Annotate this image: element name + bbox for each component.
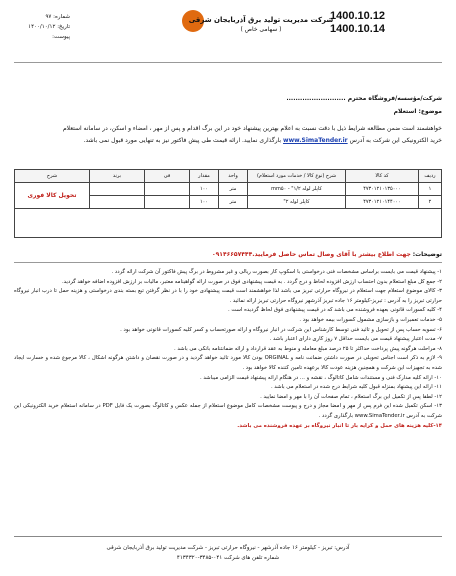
- list-item: ۸- مراحلت هرگونه پیش پرداخت حداکثر تا ۲۵ درصد مبلغ معامله و منوط به عقد قرارداد و ارائه ضمانتنامه بانکی می باشد .: [174, 345, 442, 352]
- footer: [14, 536, 442, 563]
- description-label: توضیحات:: [412, 251, 442, 258]
- table-header-row: [15, 170, 442, 183]
- col-row: ردیف: [419, 170, 442, 183]
- date-2: 1400.10.14: [330, 23, 386, 35]
- col-brand: برند: [90, 170, 145, 183]
- list-item: ۵- خدمات تعمیرات و بازسازی مشمول کسورات بیمه خواهد بود .: [299, 316, 442, 323]
- ref-number: شماره: ۹۷: [45, 14, 70, 20]
- row-unit: متر: [219, 183, 248, 196]
- col-price: فی: [145, 170, 190, 183]
- description-divider: [14, 262, 442, 263]
- list-item: ۱۲- لطفا پس از تکمیل این برگ استعلام ، تمام صفحات آن را با مهر و امضا نمایید .: [260, 393, 442, 400]
- table-empty-row: [15, 209, 442, 238]
- description: [14, 250, 442, 259]
- row-no: ۲: [419, 196, 442, 209]
- list-item: ۱۰- ارائه کلیه مدارک فنی و مستندات شامل کاتالوگ ، نقشه و ... در هنگام ارائه پیشنهاد قیمت الزامی میباشد .: [200, 374, 442, 381]
- list-item: ۳- کالای موضوع استعلام جهت استعلام در نیروگاه حرارتی تبریز می باشد لذا خواهشمند است قیمت پیشنهادی خود را با در نظر گرفتن تیع بسته بندی درخواستی و هزینه حمل تا درب انبار نیروگاه حرارتی تبریز را به آدرس : تبریز-کیلومتر ۱۶ جاده تبریز آذرشهر نیروگاه حرارتی تبریز ارائه نمائید .: [14, 288, 442, 304]
- date-1: 1400.10.12: [330, 10, 386, 22]
- addressee: شرکت/مؤسسه/فروشگاه محترم ..........................: [286, 95, 442, 102]
- row-price[interactable]: [145, 196, 190, 209]
- empty-area: [15, 209, 442, 238]
- intro-post: بارگذاری نمایید. ارائه قیمت طی پیش فاکتور نیز به تنهایی مورد قبول نمی باشد.: [83, 137, 282, 144]
- list-item: ۷- مدت اعتبار پیشنهاد قیمت می بایست حداقل ۷ روز کاری دارای اعتبار باشد .: [269, 336, 442, 343]
- company-name: شرکت مدیریت تولید برق آذربایجان شرقی: [188, 16, 334, 24]
- row-desc: کاپلر لوله ۱/۲" - mm۵۰: [248, 183, 346, 196]
- list-item: ۱- پیشنهاد قیمت می بایست براساس مشخصات فنی درخواستی با اسکوپ کار بصورت ریالی و غیر مشروط در برگ پیش فاکتور آن شرکت ارائه گردد .: [111, 269, 442, 275]
- description-text: جهت اطلاع بیشتر با آقای وصال تماس حاصل فرمایید.۰۹۱۴۶۶۵۷۴۴۴: [211, 251, 411, 258]
- list-item: ۱۴-کلیه هزینه های حمل و کرایه بار تا انبار نیروگاه بر عهده فروشنده می باشد.: [237, 422, 442, 429]
- reference-block: [10, 12, 70, 42]
- col-code: کد کالا: [346, 170, 419, 183]
- row-no: ۱: [419, 183, 442, 196]
- header-divider: [14, 62, 442, 63]
- simatender-link[interactable]: www.SimaTender.ir: [283, 137, 348, 144]
- intro-pre: خرید الکترونیکی این شرکت به آدرس: [349, 137, 442, 144]
- col-desc: شرح (نوع کالا / خدمات مورد استعلام): [248, 170, 346, 183]
- list-item: ۴- کلیه کسورات قانونی بعهده فروشنده می باشد که در قیمت پیشنهادی فوق لحاظ گردیده است .: [227, 307, 442, 314]
- list-item: ۱۱- ارائه این پیشنهاد بمنزله قبول کلیه شرایط درج شده در استعلام می باشد .: [270, 384, 442, 391]
- row-desc: کاپلر لوله ۲": [248, 196, 346, 209]
- row-code: ۴۷۳۰۱۲۱۰۱۴۴۰۰۰: [346, 196, 419, 209]
- table-row: [15, 183, 442, 196]
- items-table: [14, 169, 442, 238]
- footer-phones: شماره تلفن های شرکت ۰۴۱-۳۴۸۵-۴۱۳۴۳۲۰: [176, 555, 280, 561]
- inquiry-document: [6, 4, 450, 572]
- company-header: [186, 16, 336, 33]
- intro-line-2: [14, 136, 442, 145]
- col-qty: مقدار: [190, 170, 219, 183]
- row-note: تحویل کالا فوری: [15, 183, 90, 209]
- intro-line-1: خواهشمند است ضمن مطالعه شرایط ذیل با دقت نسبت به اعلام بهترین پیشنهاد خود در این برگ اقدام و پس از مهر ، امضاء و اسکن، در سامانه استعلام: [62, 125, 442, 132]
- row-brand[interactable]: [90, 196, 145, 209]
- list-item: ۱۳- اسکن تکمیل شده این فرم پس از مهر و امضا مجاز و درج و پیوست مشخصات کامل موضوع استعلام از جمله عکس و کاتالوگ بصورت یک فایل PDF در سامانه استعلام خرید الکترونیکی این شرکت به آدرس www.SimaTender.ir بارگذاری گردد .: [14, 403, 442, 419]
- conditions-list: [14, 268, 442, 431]
- row-qty: ۱۰۰: [190, 196, 219, 209]
- row-price[interactable]: [145, 183, 190, 196]
- subject: موضوع: استعلام: [393, 108, 442, 115]
- handwritten-dates: [330, 10, 385, 36]
- footer-address: آدرس: تبریز - کیلومتر ۱۶ جاده آذرشهر - نیروگاه حرارتی تبریز - شرکت مدیریت تولید برق آذربایجان شرقی: [106, 545, 350, 551]
- col-note: شرح: [15, 170, 90, 183]
- ref-date: تاریخ: ۱۴۰۰/۱۰/۱۲: [28, 24, 70, 30]
- list-item: ۹- لازم به ذکر است اجناس تحویلی در صورت داشتن ضمانت نامه و ORGINAL بودن کالا مورد تائید خواهد گردید و در صورت نقصان و داشتن هرگونه اشکال ، کالا مرجوع شده و خسارت ایجاد شده به تجهیزات این شرکت و همچنین هزینه عودت کالا برعهده تامین کننده کالا خواهد بود .: [14, 355, 442, 371]
- list-item: ۲- جمع کل مبلغ استعلام بدون احتساب ارزش افزوده لحاظ و درج گردد . به قیمت پیشنهادی فوق در صورت ارائه گواهینامه معتبر، مالیات بر ارزش افزوده اضافه خواهد گردید.: [62, 278, 442, 285]
- ref-attachment: پیوست:: [52, 34, 70, 40]
- col-unit: واحد: [219, 170, 248, 183]
- row-code: ۴۷۳۰۱۲۱۰۱۳۵۰۰۰: [346, 183, 419, 196]
- list-item: ۶- تسویه حساب پس از تحویل و تائید فنی توسط کارشناس این شرکت در انبار نیروگاه و ارائه صورتحساب و کسر کلیه کسورات قانونی خواهد بود .: [120, 326, 442, 333]
- company-type: ( سهامی خاص ): [240, 26, 282, 33]
- row-qty: ۱۰۰: [190, 183, 219, 196]
- row-unit: متر: [219, 196, 248, 209]
- row-brand[interactable]: [90, 183, 145, 196]
